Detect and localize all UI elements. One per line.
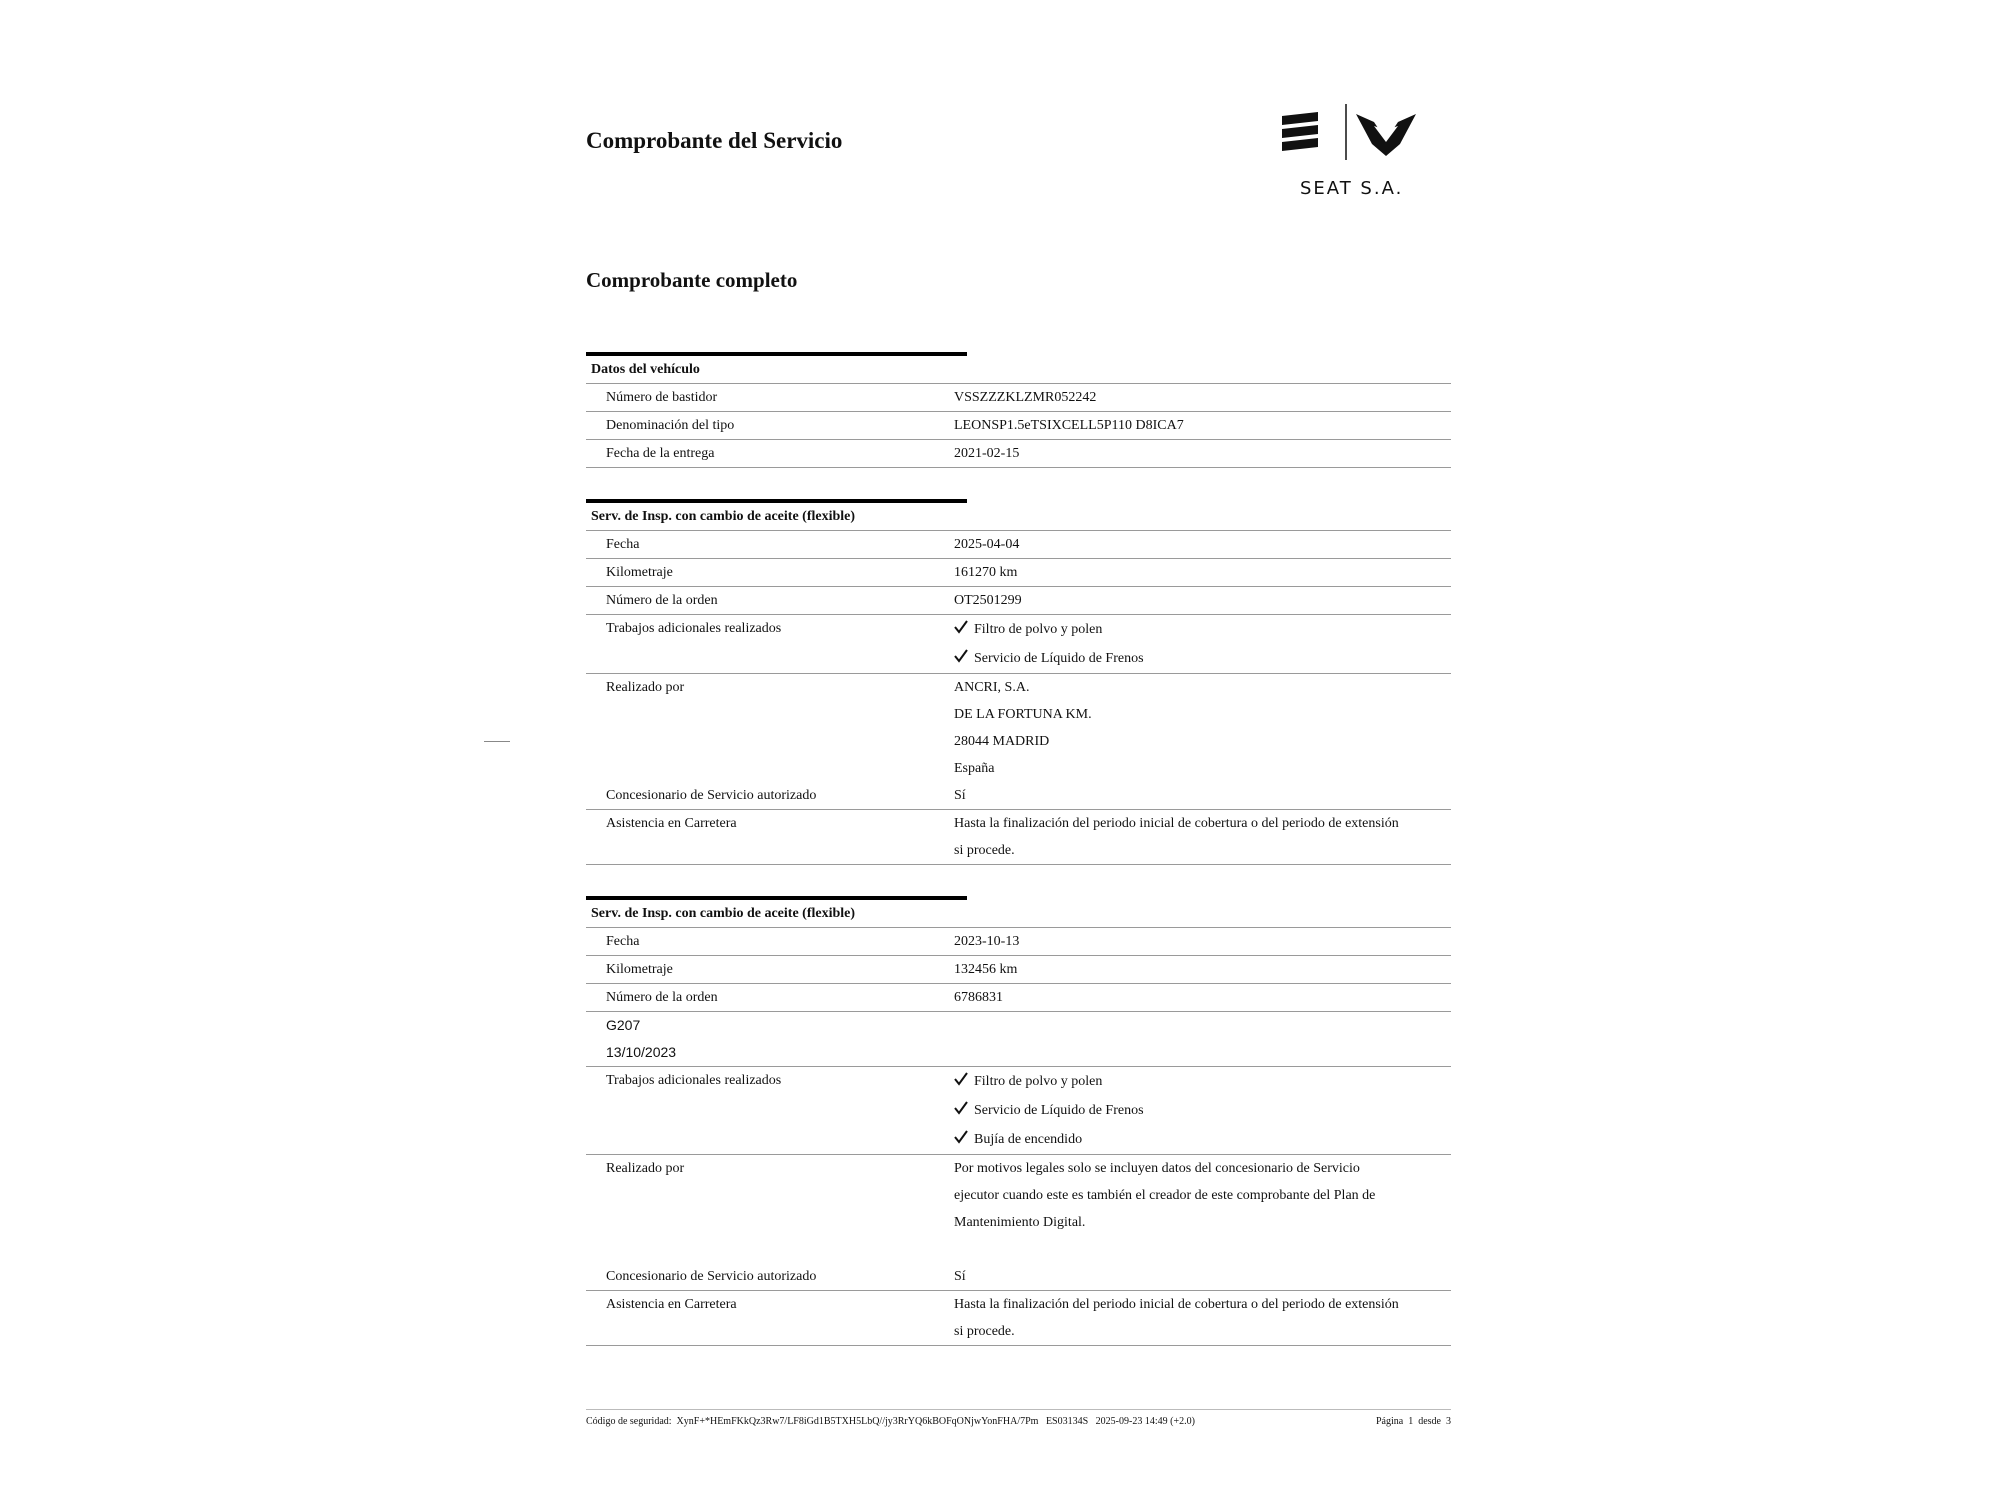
row-value: Sí: [954, 788, 966, 803]
row-value: Hasta la finalización del periodo inicial de cobertura o del periodo de extensión: [954, 816, 1399, 831]
table-row: [586, 440, 1451, 468]
work-item: [954, 644, 1451, 673]
dealer-line: España: [954, 761, 995, 776]
document-subtitle: Comprobante completo: [586, 268, 798, 292]
table-row: [586, 984, 1451, 1012]
work-item: [954, 1096, 1451, 1125]
work-item: [954, 615, 1451, 644]
seat-logo-icon: [1278, 100, 1418, 170]
table-row: [586, 674, 1451, 782]
row-label: Realizado por: [606, 1161, 685, 1176]
service-section-1: [586, 499, 1451, 865]
table-row: [586, 559, 1451, 587]
page-number: [1376, 1416, 1451, 1427]
table-row: [586, 384, 1451, 412]
row-value: si procede.: [954, 843, 1015, 858]
security-label: Código de seguridad:: [586, 1416, 672, 1427]
table-row: [586, 928, 1451, 956]
row-label: Trabajos adicionales realizados: [606, 621, 782, 636]
page-label: Página: [1376, 1416, 1404, 1427]
work-item: [954, 1125, 1451, 1154]
row-label: Realizado por: [606, 680, 685, 695]
page-sep: desde: [1418, 1416, 1441, 1427]
row-label: Denominación del tipo: [606, 418, 735, 433]
legal-note-line: Mantenimiento Digital.: [954, 1215, 1086, 1230]
checkmark-icon: [954, 649, 968, 663]
row-value: 6786831: [954, 990, 1003, 1005]
row-label: Asistencia en Carretera: [606, 1297, 737, 1312]
work-item: [954, 1067, 1451, 1096]
row-label: Kilometraje: [606, 565, 673, 580]
table-row: [586, 531, 1451, 559]
work-item-label: Bujía de encendido: [974, 1132, 1083, 1147]
row-label: Kilometraje: [606, 962, 673, 977]
row-value: 161270 km: [954, 565, 1018, 580]
row-label: Trabajos adicionales realizados: [606, 1073, 782, 1088]
extra-line: 13/10/2023: [586, 1039, 1451, 1067]
page-footer: [586, 1416, 1451, 1427]
security-code: XynF+*HEmFKkQz3Rw7/LF8iGd1B5TXH5LbQ//jy3RrYQ6kBOFqONjwYonFHA/7Pm: [676, 1416, 1039, 1427]
row-label: Número de la orden: [606, 990, 718, 1005]
vehicle-section: [586, 352, 1451, 468]
work-item-label: Servicio de Líquido de Frenos: [974, 1103, 1144, 1118]
row-value: Sí: [954, 1269, 966, 1284]
row-value: 2023-10-13: [954, 934, 1020, 949]
row-label: Concesionario de Servicio autorizado: [606, 1269, 817, 1284]
table-row: [586, 1155, 1451, 1263]
work-item-label: Servicio de Líquido de Frenos: [974, 651, 1144, 666]
extra-line: G207: [606, 1017, 641, 1033]
table-row: [586, 412, 1451, 440]
row-value: OT2501299: [954, 593, 1022, 608]
service-section-2: [586, 896, 1451, 1346]
row-label: Concesionario de Servicio autorizado: [606, 788, 817, 803]
table-row: [586, 1291, 1451, 1346]
legal-note-line: Por motivos legales solo se incluyen datos del concesionario de Servicio: [954, 1161, 1360, 1176]
table-row: [586, 1263, 1451, 1291]
checkmark-icon: [954, 1130, 968, 1144]
checkmark-icon: [954, 1101, 968, 1115]
dealer-line: ANCRI, S.A.: [954, 680, 1030, 695]
row-label: Fecha: [606, 537, 640, 552]
document-title: Comprobante del Servicio: [586, 128, 843, 153]
checkmark-icon: [954, 620, 968, 634]
timestamp: 2025-09-23 14:49 (+2.0): [1095, 1416, 1195, 1427]
work-item-label: Filtro de polvo y polen: [974, 622, 1103, 637]
row-value: VSSZZZKLZMR052242: [954, 390, 1097, 405]
row-label: Fecha de la entrega: [606, 446, 715, 461]
document-code: ES03134S: [1045, 1416, 1089, 1427]
row-value: Hasta la finalización del periodo inicial de cobertura o del periodo de extensión: [954, 1297, 1399, 1312]
table-row: [586, 782, 1451, 810]
table-row: [586, 615, 1451, 674]
row-label: Número de la orden: [606, 593, 718, 608]
checkmark-icon: [954, 1072, 968, 1086]
legal-note-line: ejecutor cuando este es también el creador de este comprobante del Plan de: [954, 1188, 1376, 1203]
row-value: 2025-04-04: [954, 537, 1020, 552]
section-heading: Datos del vehículo: [586, 356, 1451, 384]
logo-company-name: SEAT S.A.: [1300, 178, 1404, 199]
section-heading: Serv. de Insp. con cambio de aceite (flexible): [586, 900, 1451, 928]
table-row: [586, 587, 1451, 615]
section-heading: Serv. de Insp. con cambio de aceite (flexible): [586, 503, 1451, 531]
page-total: 3: [1446, 1416, 1451, 1427]
row-value: LEONSP1.5eTSIXCELL5P110 D8ICA7: [954, 418, 1184, 433]
row-label: Número de bastidor: [606, 390, 718, 405]
table-row: [586, 810, 1451, 865]
page-current: 1: [1408, 1416, 1414, 1427]
footer-divider: [586, 1409, 1451, 1410]
row-label: Fecha: [606, 934, 640, 949]
table-row: [586, 956, 1451, 984]
row-label: Asistencia en Carretera: [606, 816, 737, 831]
work-item-label: Filtro de polvo y polen: [974, 1074, 1103, 1089]
security-info: [586, 1416, 1195, 1427]
row-value: 2021-02-15: [954, 446, 1020, 461]
dealer-line: 28044 MADRID: [954, 734, 1050, 749]
dealer-line: DE LA FORTUNA KM.: [954, 707, 1092, 722]
row-value: si procede.: [954, 1324, 1015, 1339]
table-row: [586, 1067, 1451, 1155]
row-value: 132456 km: [954, 962, 1018, 977]
margin-mark: [484, 741, 510, 742]
